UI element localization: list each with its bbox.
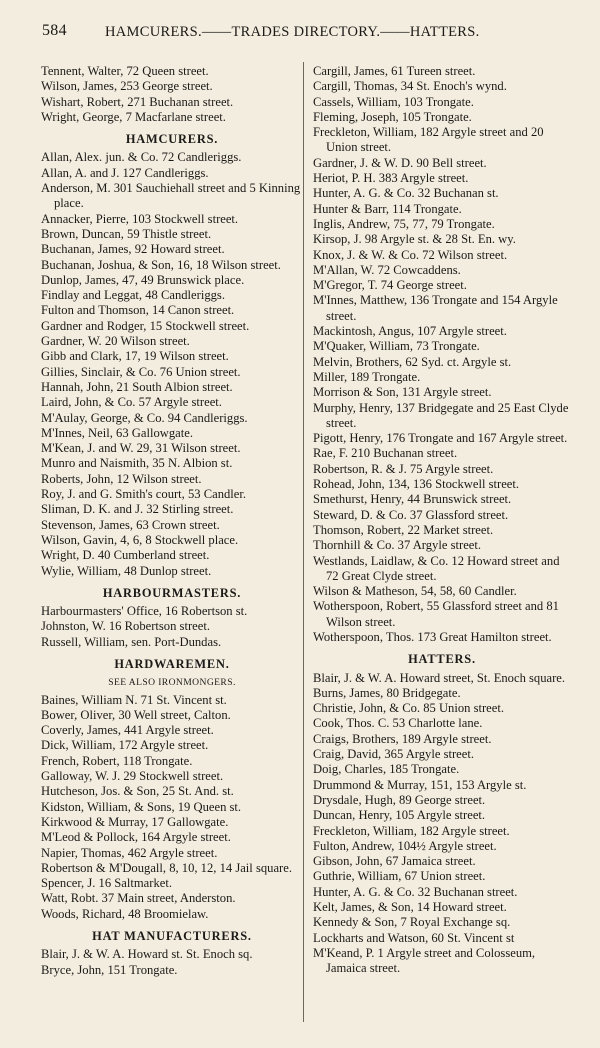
directory-entry: Fulton, Andrew, 104½ Argyle street. xyxy=(313,838,497,853)
directory-entry: Brown, Duncan, 59 Thistle street. xyxy=(41,226,212,241)
directory-entry: Gibb and Clark, 17, 19 Wilson street. xyxy=(41,349,229,364)
directory-entry: Miller, 189 Trongate. xyxy=(313,369,421,384)
directory-entry: Hunter & Barr, 114 Trongate. xyxy=(313,201,462,216)
directory-entry: Knox, J. & W. & Co. 72 Wilson street. xyxy=(313,247,508,262)
directory-entry: Robertson, R. & J. 75 Argyle street. xyxy=(313,461,494,476)
directory-entry: Hunter, A. G. & Co. 32 Buchanan street. xyxy=(313,884,518,899)
directory-entry: Freckleton, William, 182 Argyle street. xyxy=(313,823,510,838)
directory-entry: Findlay and Leggat, 48 Candleriggs. xyxy=(41,288,225,303)
directory-entry: Galloway, W. J. 29 Stockwell street. xyxy=(41,769,224,784)
directory-entry: Roy, J. and G. Smith's court, 53 Candler. xyxy=(41,487,247,502)
directory-entry: Johnston, W. 16 Robertson street. xyxy=(41,619,210,634)
directory-entry: Drysdale, Hugh, 89 George street. xyxy=(313,792,486,807)
directory-entry: Robertson & M'Dougall, 8, 10, 12, 14 Jail square. xyxy=(41,860,292,875)
directory-entry: Coverly, James, 441 Argyle street. xyxy=(41,723,214,738)
directory-entry: Roberts, John, 12 Wilson street. xyxy=(41,471,202,486)
directory-entry: Westlands, Laidlaw, & Co. 12 Howard street and 72 Great Clyde street. xyxy=(313,553,560,583)
directory-entry: Inglis, Andrew, 75, 77, 79 Trongate. xyxy=(313,216,495,231)
directory-entry: Kidston, William, & Sons, 19 Queen st. xyxy=(41,799,242,814)
directory-entry: Gardner, J. & W. D. 90 Bell street. xyxy=(313,155,487,170)
directory-entry: Guthrie, William, 67 Union street. xyxy=(313,869,486,884)
directory-entry: Pigott, Henry, 176 Trongate and 167 Argyle street. xyxy=(313,431,568,446)
column-divider xyxy=(303,62,304,1022)
directory-entry: Kelt, James, & Son, 14 Howard street. xyxy=(313,900,507,915)
directory-entry: Woods, Richard, 48 Broomielaw. xyxy=(41,906,209,921)
cross-reference-note: SEE ALSO IRONMONGERS. xyxy=(108,677,236,689)
directory-entry: Lockharts and Watson, 60 St. Vincent st xyxy=(313,930,515,945)
directory-entry: Morrison & Son, 131 Argyle street. xyxy=(313,385,492,400)
directory-entry: Wilson, Gavin, 4, 6, 8 Stockwell place. xyxy=(41,532,239,547)
directory-entry: Freckleton, William, 182 Argyle street and 20 Union street. xyxy=(313,125,544,155)
directory-entry: Tennent, Walter, 72 Queen street. xyxy=(41,64,209,78)
directory-entry: M'Aulay, George, & Co. 94 Candleriggs. xyxy=(41,410,248,425)
section-heading: HAMCURERS. xyxy=(125,132,219,147)
directory-entry: Craig, David, 365 Argyle street. xyxy=(313,747,475,762)
running-title: HAMCURERS.——TRADES DIRECTORY.——HATTERS. xyxy=(105,24,480,40)
directory-entry: Hunter, A. G. & Co. 32 Buchanan st. xyxy=(313,186,499,201)
directory-entry: Allan, A. and J. 127 Candleriggs. xyxy=(41,165,209,180)
right-column xyxy=(313,64,571,977)
directory-entry: Harbourmasters' Office, 16 Robertson st. xyxy=(41,604,248,619)
directory-entry: M'Leod & Pollock, 164 Argyle street. xyxy=(41,830,231,845)
directory-entry: Wright, George, 7 Macfarlane street. xyxy=(41,109,226,124)
directory-entry: Stevenson, James, 63 Crown street. xyxy=(41,517,220,532)
directory-entry: M'Allan, W. 72 Cowcaddens. xyxy=(313,262,461,277)
directory-entry: Wilson, James, 253 George street. xyxy=(41,79,213,94)
directory-entry: Annacker, Pierre, 103 Stockwell street. xyxy=(41,211,239,226)
section-heading: HATTERS. xyxy=(408,652,476,667)
directory-entry: Cargill, James, 61 Tureen street. xyxy=(313,64,476,78)
directory-entry: M'Keand, P. 1 Argyle street and Colosseum, Jamaica street. xyxy=(313,945,536,976)
directory-entry: Wotherspoon, Robert, 55 Glassford street and 81 Wilson street. xyxy=(313,599,559,629)
directory-entry: Melvin, Brothers, 62 Syd. ct. Argyle st. xyxy=(313,354,512,369)
directory-entry: Cassels, William, 103 Trongate. xyxy=(313,94,474,109)
directory-entry: Buchanan, Joshua, & Son, 16, 18 Wilson street. xyxy=(41,257,281,272)
directory-entry: Allan, Alex. jun. & Co. 72 Candleriggs. xyxy=(41,150,242,165)
directory-entry: Gardner, W. 20 Wilson street. xyxy=(41,334,190,349)
directory-entry: M'Quaker, William, 73 Trongate. xyxy=(313,339,480,354)
directory-entry: Wylie, William, 48 Dunlop street. xyxy=(41,563,212,578)
directory-entry: Gillies, Sinclair, & Co. 76 Union street. xyxy=(41,364,241,379)
directory-entry: Hutcheson, Jos. & Son, 25 St. And. st. xyxy=(41,784,234,799)
section-heading: HARDWAREMEN. xyxy=(114,656,230,671)
directory-entry: Murphy, Henry, 137 Bridgegate and 25 East Clyde street. xyxy=(313,400,569,430)
directory-entry: Kirsop, J. 98 Argyle st. & 28 St. En. wy. xyxy=(313,232,516,247)
directory-entry: Craigs, Brothers, 189 Argyle street. xyxy=(313,731,492,746)
directory-entry: Wright, D. 40 Cumberland street. xyxy=(41,548,210,563)
directory-entry: Napier, Thomas, 462 Argyle street. xyxy=(41,845,218,860)
directory-entry: Laird, John, & Co. 57 Argyle street. xyxy=(41,395,222,410)
directory-entry: Anderson, M. 301 Sauchiehall street and 5 Kinning place. xyxy=(41,181,301,211)
directory-entry: Wotherspoon, Thos. 173 Great Hamilton street. xyxy=(313,629,552,644)
directory-entry: Rae, F. 210 Buchanan street. xyxy=(313,446,458,461)
directory-entry: Hannah, John, 21 South Albion street. xyxy=(41,379,233,394)
directory-entry: Blair, J. & W. A. Howard st. St. Enoch sq. xyxy=(41,947,253,962)
directory-entry: Drummond & Murray, 151, 153 Argyle st. xyxy=(313,777,527,792)
directory-entry: Thornhill & Co. 37 Argyle street. xyxy=(313,538,482,553)
directory-entry: Russell, William, sen. Port-Dundas. xyxy=(41,634,222,649)
directory-entry: Munro and Naismith, 35 N. Albion st. xyxy=(41,456,233,471)
directory-entry: Bower, Oliver, 30 Well street, Calton. xyxy=(41,707,231,722)
directory-entry: Wilson & Matheson, 54, 58, 60 Candler. xyxy=(313,584,517,599)
directory-entry: Mackintosh, Angus, 107 Argyle street. xyxy=(313,324,507,339)
directory-entry: Heriot, P. H. 383 Argyle street. xyxy=(313,171,469,186)
directory-entry: Sliman, D. K. and J. 32 Stirling street. xyxy=(41,502,234,517)
directory-entry: Gardner and Rodger, 15 Stockwell street. xyxy=(41,318,250,333)
directory-entry: Wishart, Robert, 271 Buchanan street. xyxy=(41,94,234,109)
directory-entry: Kennedy & Son, 7 Royal Exchange sq. xyxy=(313,915,511,930)
directory-entry: Gibson, John, 67 Jamaica street. xyxy=(313,854,476,869)
directory-entry: Kirkwood & Murray, 17 Gallowgate. xyxy=(41,814,229,829)
directory-entry: Doig, Charles, 185 Trongate. xyxy=(313,762,460,777)
page-header xyxy=(40,20,560,42)
directory-entry: Bryce, John, 151 Trongate. xyxy=(41,962,178,977)
directory-entry: Dunlop, James, 47, 49 Brunswick place. xyxy=(41,272,245,287)
directory-entry: Rohead, John, 134, 136 Stockwell street. xyxy=(313,477,520,492)
directory-entry: Buchanan, James, 92 Howard street. xyxy=(41,242,225,257)
directory-entry: Spencer, J. 16 Saltmarket. xyxy=(41,876,172,891)
directory-entry: Cargill, Thomas, 34 St. Enoch's wynd. xyxy=(313,79,507,94)
directory-entry: Fleming, Joseph, 105 Trongate. xyxy=(313,109,472,124)
directory-entry: Watt, Robt. 37 Main street, Anderston. xyxy=(41,891,236,906)
directory-entry: Duncan, Henry, 105 Argyle street. xyxy=(313,808,486,823)
directory-entry: Baines, William N. 71 St. Vincent st. xyxy=(41,692,227,707)
directory-entry: M'Kean, J. and W. 29, 31 Wilson street. xyxy=(41,441,241,456)
section-heading: HARBOURMASTERS. xyxy=(102,585,242,600)
directory-entry: M'Innes, Matthew, 136 Trongate and 154 Argyle street. xyxy=(313,293,558,323)
left-column xyxy=(41,64,303,978)
section-heading: HAT MANUFACTURERS. xyxy=(92,929,252,944)
directory-entry: Fulton and Thomson, 14 Canon street. xyxy=(41,303,235,318)
directory-entry: Steward, D. & Co. 37 Glassford street. xyxy=(313,507,509,522)
directory-entry: Blair, J. & W. A. Howard street, St. Enoch square. xyxy=(313,670,566,685)
directory-entry: Christie, John, & Co. 85 Union street. xyxy=(313,701,504,716)
page-number: 584 xyxy=(42,22,67,39)
directory-entry: Thomson, Robert, 22 Market street. xyxy=(313,522,494,537)
directory-entry: Burns, James, 80 Bridgegate. xyxy=(313,685,461,700)
directory-entry: M'Gregor, T. 74 George street. xyxy=(313,278,467,293)
directory-entry: French, Robert, 118 Trongate. xyxy=(41,753,193,768)
directory-entry: M'Innes, Neil, 63 Gallowgate. xyxy=(41,425,193,440)
directory-entry: Dick, William, 172 Argyle street. xyxy=(41,738,209,753)
directory-entry: Cook, Thos. C. 53 Charlotte lane. xyxy=(313,716,483,731)
directory-entry: Smethurst, Henry, 44 Brunswick street. xyxy=(313,492,512,507)
